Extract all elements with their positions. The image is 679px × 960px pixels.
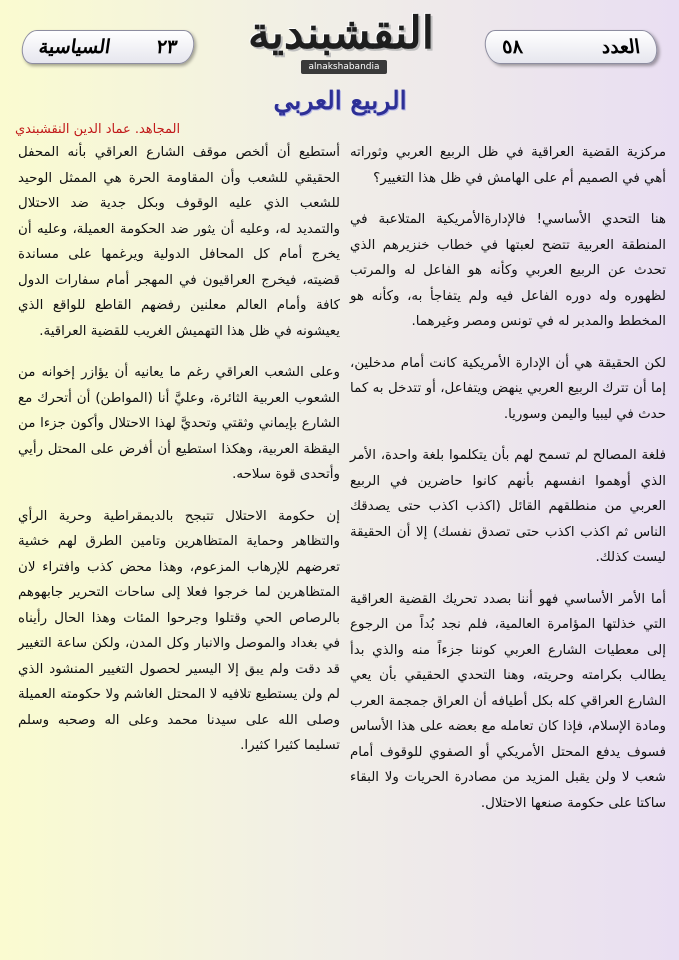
- paragraph: فلغة المصالح لم تسمح لهم بأن يتكلموا بلغة واحدة، الأمر الذي أوهموا انفسهم بأنهم كانوا حاضرين في الربيع العربي من منطلقهم القائل (اكذب اكذب حتى يصدقك الناس ثم اكذب اكذب حتى تصدق نفسك) إلا أن الحقيقة ليست كذلك.: [350, 448, 666, 565]
- issue-tab: [483, 30, 660, 64]
- article-title: الربيع العربي: [273, 86, 407, 115]
- paragraph: هنا التحدي الأساسي! فالإدارةالأمريكية المتلاعبة في المنطقة العربية تتضح لعبتها في خطاب خنزيرهم الذي تحدث عن الربيع العربي وكأنه هو الفاعل له والمرتب لظهوره وله دوره الفاعل فيه ولم يتفاجأ به، وكأنه هو المخطط والمدبر له في تونس ومصر وغيرهما.: [350, 212, 666, 329]
- calligraphy-logo-icon: النقشبندية: [248, 8, 434, 59]
- page-number: ٢٣: [155, 36, 179, 58]
- section-tab: [20, 30, 197, 64]
- section-name: السياسية: [37, 36, 112, 58]
- paragraph: وعلى الشعب العراقي رغم ما يعانيه أن يؤازر إخوانه من الشعوب العربية الثائرة، وعليَّ أنا (المواطن) أن أتحرك مع الشارع بإيماني وثقتي وتحديَّ لهذا الاحتلال وأكون جزءا من اليقظة العربية، وهكذا استطيع أن أفرض على المحتل رأيي وأتحدى قوة سلاحه.: [18, 365, 340, 482]
- left-text-column: [18, 140, 340, 775]
- paragraph: أستطيع أن ألخص موقف الشارع العراقي بأنه المحفل الحقيقي للشعب وأن المقاومة الحرة هي الممثل الوحيد للشعب الذي عليه الوقوف وبكل جدية ضد الاحتلال والتمديد له، وعليه أن يثور ضد الحكومة العميلة، وعليه أن يخرج أمام كل المحافل الدولية ويرغمها على مساندة قضيته، فيخرج العراقيون في المهجر أمام سفارات الدول كافة وأمام العالم معلنين رفضهم القاطع للواقع الذي يعيشونه في ظل هذا التهميش الغريب للقضية العراقية.: [18, 145, 340, 339]
- logo-latin-text: alnakshabandia: [301, 60, 387, 74]
- paragraph: إن حكومة الاحتلال تتبجح بالديمقراطية وحرية الرأي والتظاهر وحماية المتظاهرين وتامين الطرق لهم خشية تعرضهم للإرهاب المزعوم، وهذا محض كذب وافتراء لان المتظاهرين لما خرجوا فعلا إلى ساحات التحرير جابهوهم بالرصاص الحي وقتلوا وجرحوا المئات وهذا الحال رأيناه في بغداد والموصل والانبار وكل المدن، ولكن ساعة التغيير قد دقت ولم يبق إلا اليسير لحصول التغيير المنشود الذي لم ولن يستطيع تلافيه لا المحتل الغاشم ولا حكومته العميلة وصلى الله على سيدنا محمد وعلى اله وصحبه وسلم تسليما كثيرا كثيرا.: [18, 508, 340, 753]
- paragraph: لكن الحقيقة هي أن الإدارة الأمريكية كانت أمام مدخلين، إما أن تترك الربيع العربي ينهض ويتفاعل، أو تتدخل به كما حدث في ليبيا واليمن وسوريا.: [350, 355, 666, 422]
- page-header: [0, 0, 679, 92]
- paragraph: مركزية القضية العراقية في ظل الربيع العربي وثوراته أهي في الصميم أم على الهامش في ظل هذا التغيير؟: [350, 145, 666, 186]
- paragraph: أما الأمر الأساسي فهو أننا بصدد تحريك القضية العراقية التي خذلتها المؤامرة العالمية، فلم نجد بُداً من الرجوع إلى معطيات الشارع العربي كوننا جزءاً منه والذي بدأ يطالب بكرامته وحريته، وهنا التحدي الحقيقي بأن يعي الشارع العراقي كله بكل أطيافه أن العراق جمجمة العرب ومادة الإسلام، فإذا كان تعامله مع بعضه على هذا الأساس فسوف يدفع المحتل الأمريكي أو الصفوي للوقوف أمام شعب لا ولن يقبل المزيد من مصادرة الحريات ولا البقاء ساكتا على حكومة صنعها الاحتلال.: [350, 591, 666, 811]
- issue-label: العدد: [599, 36, 642, 58]
- magazine-logo: [243, 6, 439, 76]
- issue-number: ٥٨: [500, 36, 524, 58]
- article-author: المجاهد. عماد الدين النقشبندي: [15, 122, 181, 137]
- right-text-column: [350, 140, 666, 832]
